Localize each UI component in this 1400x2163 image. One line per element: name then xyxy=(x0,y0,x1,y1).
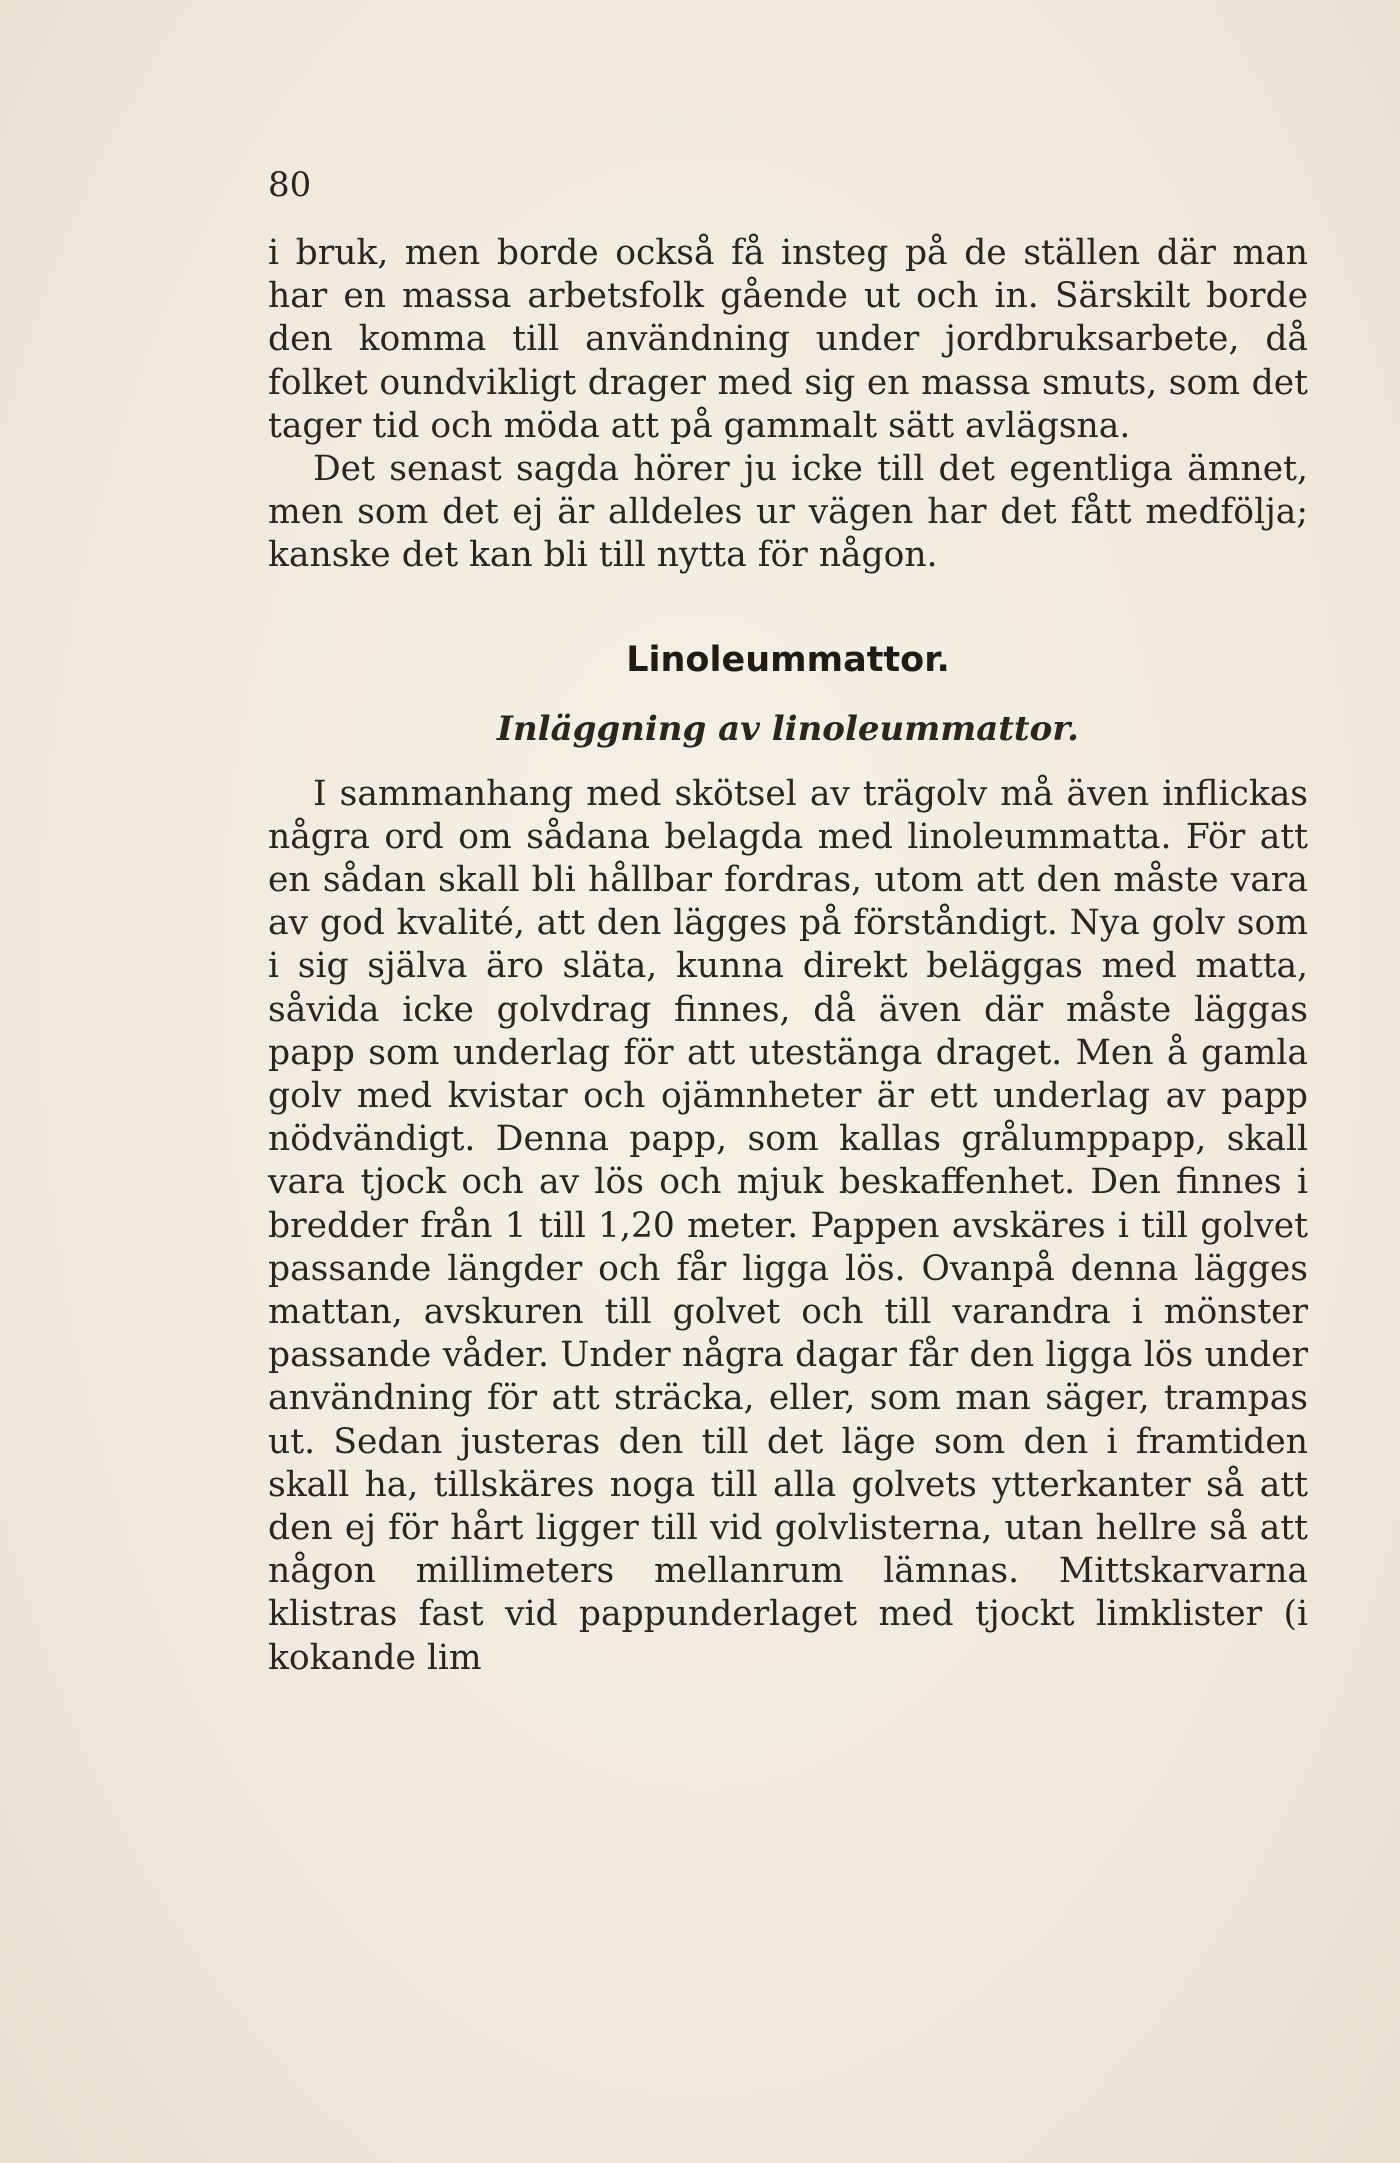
section-heading: Linoleummattor. xyxy=(626,639,950,680)
paragraph-note: Det senast sagda hörer ju icke till det egentliga ämnet, men som det ej är alldeles ur vägen har det fått medfölja; kanske det kan bli till nytta för någon. xyxy=(268,449,1308,576)
page-number: 80 xyxy=(268,165,312,205)
section-subheading: Inläggning av linoleummattor. xyxy=(497,708,1079,749)
paragraph-continuation: i bruk, men borde också få insteg på de ställen där man har en massa arbetsfolk gående ut och in. Särskilt borde den komma till användning under jordbruksarbete, då folket oundvikligt drager med sig en massa smuts, som det tager tid och möda att på gammalt sätt avlägsna. xyxy=(268,233,1308,446)
paragraph-linoleum: I sammanhang med skötsel av trägolv må även inflickas några ord om sådana belagda med linoleummatta. För att en sådan skall bli hållbar fordras, utom att den måste vara av god kvalité, att den lägges på förståndigt. Nya golv som i sig själva äro släta, kunna direkt beläggas med matta, såvida icke golvdrag finnes, då även där måste läggas papp som underlag för att utestänga draget. Men å gamla golv med kvistar och ojämnheter är ett underlag av papp nödvändigt. Denna papp, som kallas grålumppapp, skall vara tjock och av lös och mjuk beskaffenhet. Den finnes i bredder från 1 till 1,20 meter. Pappen avskäres i till golvet passande längder och får ligga lös. Ovanpå denna lägges mattan, avskuren till golvet och till varandra i mönster passande våder. Under några dagar får den ligga lös under användning för att sträcka, eller, som man säger, trampas ut. Sedan justeras den till det läge som den i framtiden skall ha, tillskäres noga till alla golvets ytterkanter så att den ej för hårt ligger till vid golvlisterna, utan hellre så att någon millimeters mellanrum lämnas. Mittskarvarna klistras fast vid pappunderlaget med tjockt limklister (i kokande lim xyxy=(268,773,1308,1678)
text-column xyxy=(268,232,1308,1680)
